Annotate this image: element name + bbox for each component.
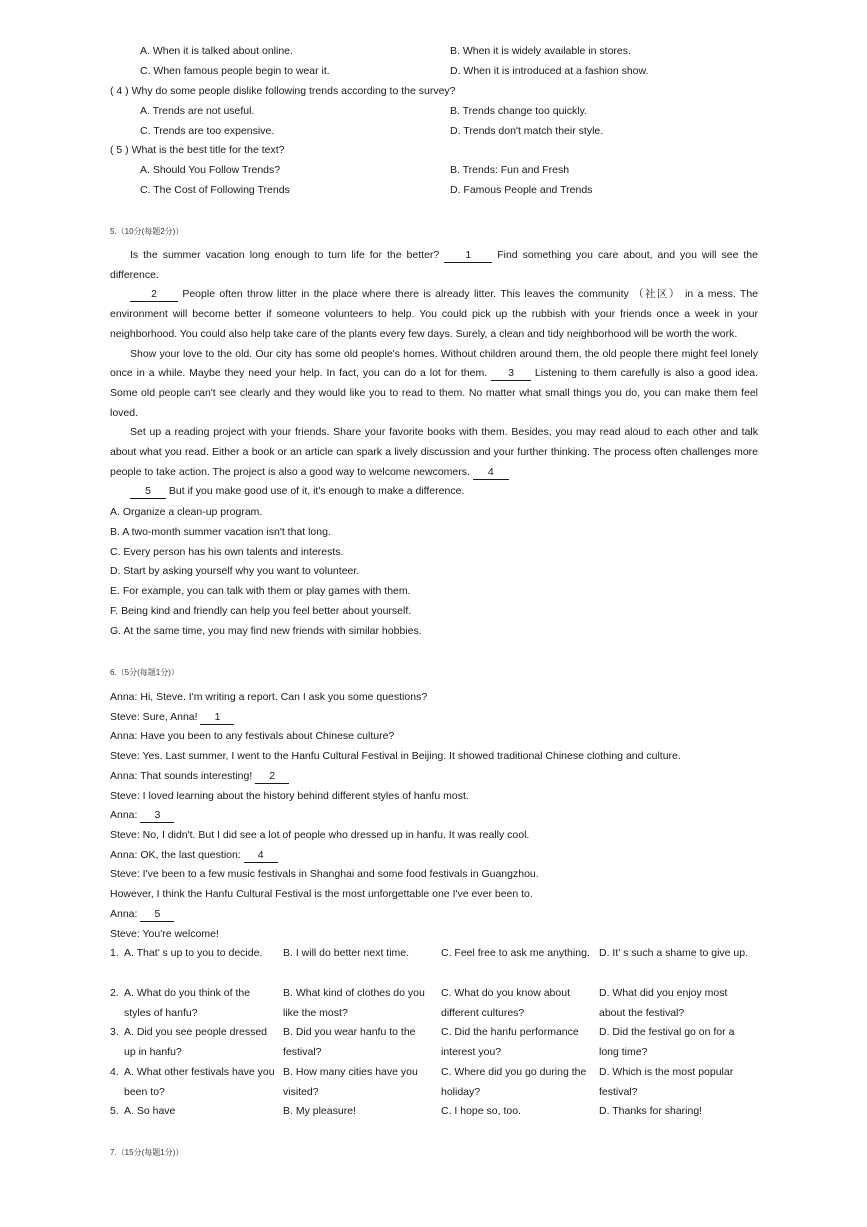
blank-4[interactable]: 4 bbox=[473, 465, 509, 480]
dialogue-text: Anna: bbox=[110, 809, 138, 821]
passage-p3b: Listening to them carefully is also a good idea. Some old people can't see clearly and they would like you to read to them. No matter what small things you do, you can make them feel loved. bbox=[110, 367, 759, 419]
dialogue-text: Anna: Hi, Steve. I'm writing a report. Can I ask you some questions? bbox=[110, 691, 428, 703]
choice-option[interactable]: A. What do you think of the styles of hanfu? bbox=[124, 987, 251, 1019]
dialogue-text: Anna: That sounds interesting! bbox=[110, 770, 253, 782]
choice-option[interactable]: C. I hope so, too. bbox=[441, 1105, 521, 1117]
dialogue-text: Anna: Have you been to any festivals about Chinese culture? bbox=[110, 730, 395, 742]
choice-option[interactable]: B. How many cities have you visited? bbox=[283, 1066, 418, 1098]
dialogue-line bbox=[110, 726, 758, 746]
blank-2[interactable]: 2 bbox=[130, 287, 178, 302]
dialogue-text: Anna: OK, the last question: bbox=[110, 849, 241, 861]
dialogue-blank[interactable]: 5 bbox=[140, 907, 174, 922]
choice-number: 1. bbox=[110, 947, 119, 959]
choice-option[interactable]: D. It’ s such a shame to give up. bbox=[599, 947, 749, 959]
blank-1[interactable]: 1 bbox=[444, 248, 492, 263]
s5-option-b[interactable]: B. A two-month summer vacation isn't that long. bbox=[110, 526, 331, 538]
passage-p1a: Is the summer vacation long enough to turn life for the better? bbox=[130, 249, 440, 261]
dialogue-line bbox=[110, 864, 758, 884]
choice-number: 2. bbox=[110, 987, 119, 999]
dialogue-line bbox=[110, 707, 758, 727]
dialogue-text: Steve: You're welcome! bbox=[110, 928, 219, 940]
choice-option[interactable]: D. Which is the most popular festival? bbox=[599, 1066, 734, 1098]
q3-option-c[interactable]: C. When famous people begin to wear it. bbox=[140, 65, 330, 77]
q4-stem: ( 4 ) Why do some people dislike following trends according to the survey? bbox=[110, 85, 456, 97]
q4-option-d[interactable]: D. Trends don't match their style. bbox=[450, 125, 604, 137]
choice-option[interactable]: C. Where did you go during the holiday? bbox=[441, 1066, 587, 1098]
choice-option[interactable]: D. Did the festival go on for a long time? bbox=[599, 1026, 735, 1058]
s5-option-e[interactable]: E. For example, you can talk with them or play games with them. bbox=[110, 585, 411, 597]
q5-option-b[interactable]: B. Trends: Fun and Fresh bbox=[450, 164, 570, 176]
section-5-passage bbox=[110, 246, 758, 502]
q5-option-d[interactable]: D. Famous People and Trends bbox=[450, 184, 593, 196]
choice-option[interactable]: A. Did you see people dressed up in hanfu? bbox=[124, 1026, 268, 1058]
choice-option[interactable]: A. What other festivals have you been to? bbox=[124, 1066, 275, 1098]
dialogue-text: Anna: bbox=[110, 908, 138, 920]
q3-option-b[interactable]: B. When it is widely available in stores. bbox=[450, 45, 631, 57]
dialogue-line bbox=[110, 805, 758, 825]
blank-3[interactable]: 3 bbox=[491, 366, 531, 381]
s5-option-f[interactable]: F. Being kind and friendly can help you feel better about yourself. bbox=[110, 605, 412, 617]
dialogue-blank[interactable]: 2 bbox=[255, 769, 289, 784]
choice-option[interactable]: B. I will do better next time. bbox=[283, 947, 410, 959]
q4-option-c[interactable]: C. Trends are too expensive. bbox=[140, 125, 275, 137]
s5-option-c[interactable]: C. Every person has his own talents and interests. bbox=[110, 546, 344, 558]
s5-option-a[interactable]: A. Organize a clean-up program. bbox=[110, 506, 263, 518]
passage-p5: But if you make good use of it, it's enough to make a difference. bbox=[168, 485, 465, 498]
choice-option[interactable]: D. Thanks for sharing! bbox=[599, 1105, 703, 1117]
dialogue-line bbox=[110, 924, 758, 944]
dialogue-line bbox=[110, 845, 758, 865]
choice-number: 5. bbox=[110, 1105, 119, 1117]
q5-option-c[interactable]: C. The Cost of Following Trends bbox=[140, 184, 290, 196]
dialogue-line bbox=[110, 825, 758, 845]
choice-option[interactable]: A. That’ s up to you to decide. bbox=[124, 947, 263, 959]
q3-option-a[interactable]: A. When it is talked about online. bbox=[140, 45, 293, 57]
dialogue-text: Steve: I loved learning about the history behind different styles of hanfu most. bbox=[110, 790, 469, 802]
choice-option[interactable]: C. Did the hanfu performance interest you? bbox=[441, 1026, 579, 1058]
dialogue-line bbox=[110, 766, 758, 786]
dialogue-line bbox=[110, 904, 758, 924]
passage-p2: People often throw litter in the place where there is already litter. This leaves the community （社区） in a mess. The environment will become better if someone volunteers to help. You could pick up the rubbish with your friends once a week in your neighborhood. You could also help take care of the plants every few days. Surely, a clean and tidy neighborhood will be worth the work. bbox=[110, 288, 759, 340]
dialogue-blank[interactable]: 4 bbox=[244, 848, 278, 863]
section-7-heading: 7.（15分(每题1分)） bbox=[110, 1148, 184, 1157]
q5-option-a[interactable]: A. Should You Follow Trends? bbox=[140, 164, 281, 176]
choice-option[interactable]: B. Did you wear hanfu to the festival? bbox=[283, 1026, 416, 1058]
passage-p4: Set up a reading project with your friends. Share your favorite books with them. Besides, you may read aloud to each other and talk about what you read. Either a book or an article can spark a lively discussion and your further thinking. The process often challenges more people to take action. The project is also a good way to welcome newcomers. bbox=[110, 426, 758, 478]
choice-option[interactable]: A. So have bbox=[124, 1105, 176, 1117]
passage-p3a: Show your love to the old. Our city has some old people's homes. Without children around them, the old people there might feel lonely once in a while. Maybe they need your help. In fact, you can do a lot for them. bbox=[110, 347, 758, 380]
choice-option[interactable]: C. What do you know about different cultures? bbox=[441, 987, 570, 1019]
dialogue-text: Steve: No, I didn't. But I did see a lot of people who dressed up in hanfu. It was really cool. bbox=[110, 829, 530, 841]
q3-option-d[interactable]: D. When it is introduced at a fashion show. bbox=[450, 65, 649, 77]
q5-stem: ( 5 ) What is the best title for the text? bbox=[110, 144, 285, 156]
choice-number: 4. bbox=[110, 1066, 119, 1078]
q4-option-b[interactable]: B. Trends change too quickly. bbox=[450, 105, 587, 117]
choice-number: 3. bbox=[110, 1026, 119, 1038]
dialogue-text: Steve: Sure, Anna! bbox=[110, 711, 198, 723]
dialogue-blank[interactable]: 1 bbox=[200, 710, 234, 725]
choice-option[interactable]: B. My pleasure! bbox=[283, 1105, 356, 1117]
choice-option[interactable]: D. What did you enjoy most about the festival? bbox=[599, 987, 728, 1019]
s5-option-g[interactable]: G. At the same time, you may find new friends with similar hobbies. bbox=[110, 625, 422, 637]
blank-5[interactable]: 5 bbox=[130, 484, 166, 499]
dialogue-line bbox=[110, 687, 758, 707]
dialogue-text: Steve: I've been to a few music festivals in Shanghai and some food festivals in Guangzhou. bbox=[110, 868, 539, 880]
choice-option[interactable]: B. What kind of clothes do you like the most? bbox=[283, 987, 425, 1019]
dialogue-text: However, I think the Hanfu Cultural Festival is the most unforgettable one I've ever been to. bbox=[110, 888, 533, 900]
dialogue-line bbox=[110, 884, 758, 904]
s5-option-d[interactable]: D. Start by asking yourself why you want to volunteer. bbox=[110, 565, 360, 577]
dialogue-line bbox=[110, 786, 758, 806]
dialogue-line bbox=[110, 746, 758, 766]
q4-option-a[interactable]: A. Trends are not useful. bbox=[140, 105, 255, 117]
passage-p1b: Find something you care about, and you will see the difference. bbox=[110, 249, 758, 281]
dialogue-text: Steve: Yes. Last summer, I went to the Hanfu Cultural Festival in Beijing. It showed traditional Chinese clothing and culture. bbox=[110, 750, 681, 762]
section-5-heading: 5.（10分(每题2分)） bbox=[110, 227, 184, 236]
section-6-heading: 6.（5分(每题1分)） bbox=[110, 668, 179, 677]
dialogue-blank[interactable]: 3 bbox=[140, 808, 174, 823]
choice-option[interactable]: C. Feel free to ask me anything. bbox=[441, 947, 590, 959]
